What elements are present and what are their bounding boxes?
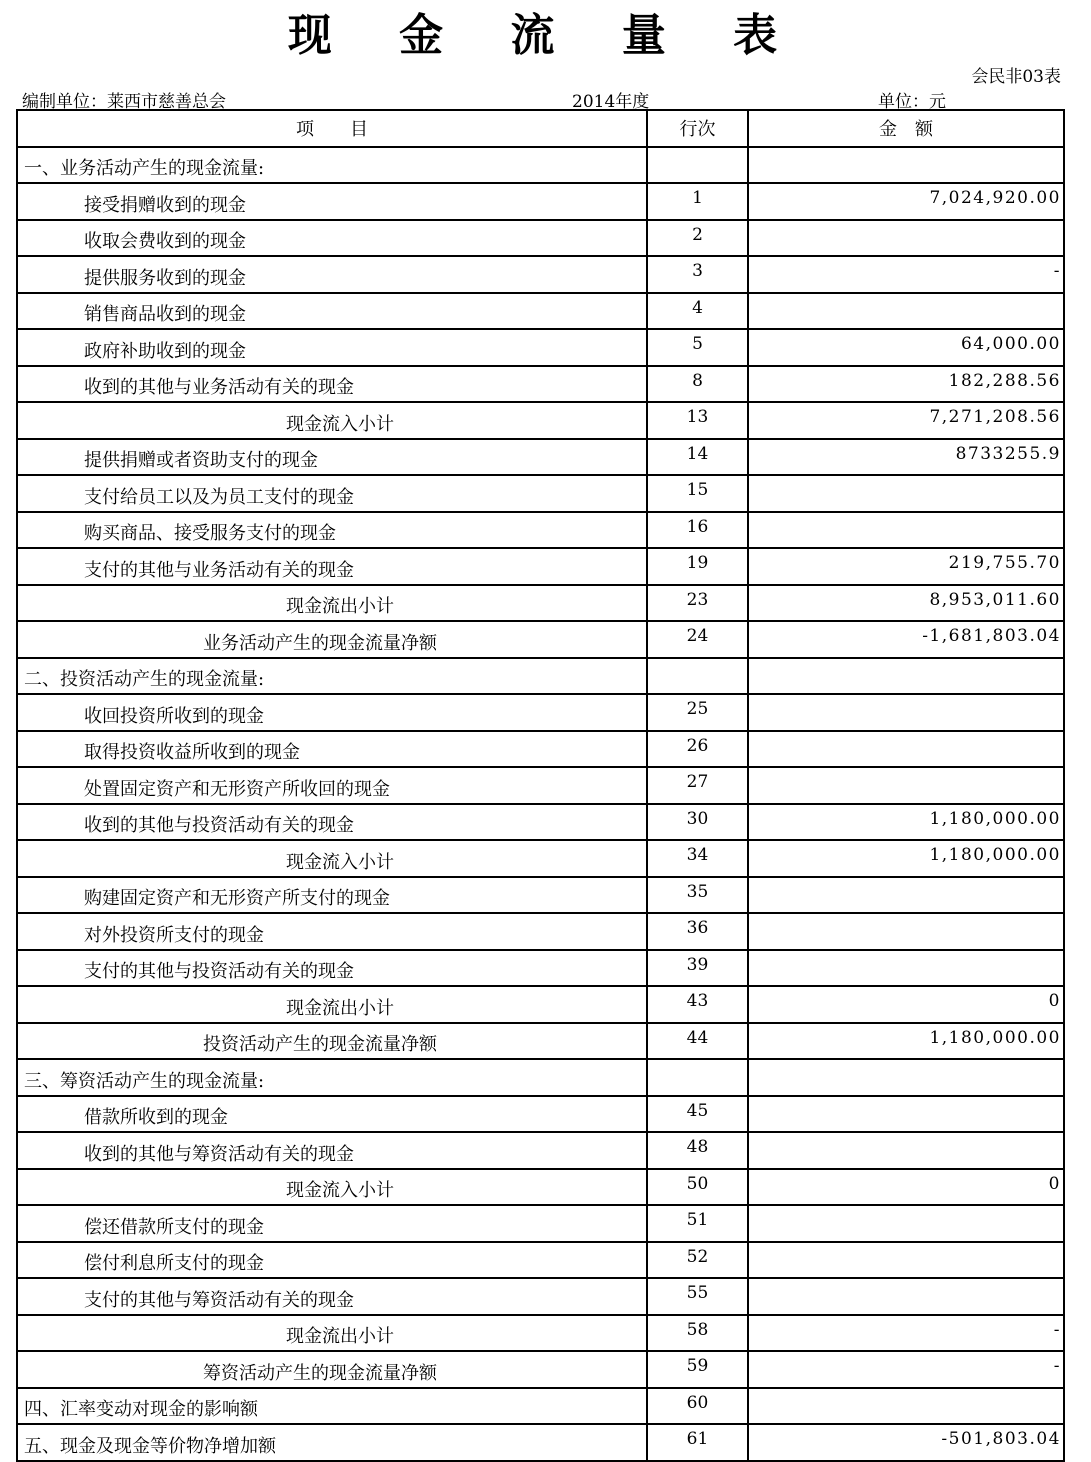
row-line-number: 5 — [647, 329, 748, 366]
row-line-number: 45 — [647, 1096, 748, 1133]
row-line-number: 19 — [647, 548, 748, 585]
table-row — [17, 694, 1064, 731]
row-item: 购建固定资产和无形资产所支付的现金 — [17, 877, 647, 914]
table-row — [17, 877, 1064, 914]
row-amount: - — [748, 256, 1064, 293]
row-amount — [748, 475, 1064, 512]
row-item: 筹资活动产生的现金流量净额 — [17, 1351, 647, 1388]
row-line-number: 58 — [647, 1315, 748, 1352]
header-amount: 金 额 — [748, 110, 1064, 147]
row-line-number: 35 — [647, 877, 748, 914]
row-amount — [748, 694, 1064, 731]
row-amount: 182,288.56 — [748, 366, 1064, 403]
row-amount: 8,953,011.60 — [748, 585, 1064, 622]
row-item: 收取会费收到的现金 — [17, 220, 647, 257]
row-item: 一、业务活动产生的现金流量: — [17, 147, 647, 184]
row-amount — [748, 1132, 1064, 1169]
table-row — [17, 475, 1064, 512]
row-amount — [748, 1388, 1064, 1425]
row-amount: 1,180,000.00 — [748, 840, 1064, 877]
table-row — [17, 220, 1064, 257]
row-amount — [748, 1278, 1064, 1315]
row-item: 业务活动产生的现金流量净额 — [17, 621, 647, 658]
row-line-number: 52 — [647, 1242, 748, 1279]
row-amount: 219,755.70 — [748, 548, 1064, 585]
row-item: 投资活动产生的现金流量净额 — [17, 1023, 647, 1060]
row-amount — [748, 1242, 1064, 1279]
cash-flow-table-body — [17, 110, 1064, 1461]
row-line-number: 26 — [647, 731, 748, 768]
row-item: 收回投资所收到的现金 — [17, 694, 647, 731]
row-amount — [748, 913, 1064, 950]
table-row — [17, 950, 1064, 987]
row-amount — [748, 512, 1064, 549]
table-row — [17, 293, 1064, 330]
row-item: 二、投资活动产生的现金流量: — [17, 658, 647, 695]
row-amount — [748, 1205, 1064, 1242]
table-row — [17, 439, 1064, 476]
row-line-number: 60 — [647, 1388, 748, 1425]
row-item: 五、现金及现金等价物净增加额 — [17, 1424, 647, 1461]
row-item: 收到的其他与筹资活动有关的现金 — [17, 1132, 647, 1169]
row-amount: -1,681,803.04 — [748, 621, 1064, 658]
row-line-number: 50 — [647, 1169, 748, 1206]
row-item: 现金流入小计 — [17, 1169, 647, 1206]
row-line-number: 43 — [647, 986, 748, 1023]
cash-flow-table — [16, 109, 1065, 1462]
row-item: 现金流入小计 — [17, 402, 647, 439]
row-amount: 0 — [748, 1169, 1064, 1206]
row-amount — [748, 658, 1064, 695]
table-row — [17, 1023, 1064, 1060]
row-line-number: 36 — [647, 913, 748, 950]
row-line-number: 13 — [647, 402, 748, 439]
row-item: 销售商品收到的现金 — [17, 293, 647, 330]
table-row — [17, 329, 1064, 366]
row-line-number: 61 — [647, 1424, 748, 1461]
table-row — [17, 147, 1064, 184]
row-item: 四、汇率变动对现金的影响额 — [17, 1388, 647, 1425]
row-item: 现金流出小计 — [17, 986, 647, 1023]
table-row — [17, 658, 1064, 695]
table-row — [17, 1315, 1064, 1352]
row-line-number — [647, 658, 748, 695]
row-amount: 7,271,208.56 — [748, 402, 1064, 439]
row-item: 提供捐赠或者资助支付的现金 — [17, 439, 647, 476]
row-line-number: 39 — [647, 950, 748, 987]
row-item: 三、筹资活动产生的现金流量: — [17, 1059, 647, 1096]
row-line-number — [647, 147, 748, 184]
table-row — [17, 585, 1064, 622]
table-row — [17, 1388, 1064, 1425]
table-row — [17, 986, 1064, 1023]
row-amount — [748, 767, 1064, 804]
row-line-number: 44 — [647, 1023, 748, 1060]
table-row — [17, 548, 1064, 585]
table-row — [17, 840, 1064, 877]
row-amount: - — [748, 1315, 1064, 1352]
row-amount — [748, 950, 1064, 987]
page-title: 现 金 流 量 表 — [287, 10, 804, 61]
row-line-number: 8 — [647, 366, 748, 403]
row-line-number: 15 — [647, 475, 748, 512]
row-amount: 7,024,920.00 — [748, 183, 1064, 220]
row-line-number: 30 — [647, 804, 748, 841]
table-row — [17, 1169, 1064, 1206]
row-item: 处置固定资产和无形资产所收回的现金 — [17, 767, 647, 804]
row-amount — [748, 220, 1064, 257]
preparing-organization: 编制单位：莱西市慈善总会 — [22, 92, 226, 112]
row-line-number: 48 — [647, 1132, 748, 1169]
row-amount — [748, 731, 1064, 768]
row-item: 支付的其他与业务活动有关的现金 — [17, 548, 647, 585]
row-item: 借款所收到的现金 — [17, 1096, 647, 1133]
table-row — [17, 804, 1064, 841]
row-line-number: 55 — [647, 1278, 748, 1315]
row-item: 接受捐赠收到的现金 — [17, 183, 647, 220]
table-row — [17, 621, 1064, 658]
row-line-number: 34 — [647, 840, 748, 877]
row-item: 现金流出小计 — [17, 585, 647, 622]
row-line-number: 51 — [647, 1205, 748, 1242]
report-year: 2014年度 — [572, 92, 650, 112]
row-amount: -501,803.04 — [748, 1424, 1064, 1461]
row-item: 收到的其他与业务活动有关的现金 — [17, 366, 647, 403]
form-code: 会民非03表 — [971, 67, 1061, 87]
row-line-number: 23 — [647, 585, 748, 622]
row-line-number: 14 — [647, 439, 748, 476]
row-item: 现金流出小计 — [17, 1315, 647, 1352]
table-row — [17, 183, 1064, 220]
row-line-number: 24 — [647, 621, 748, 658]
row-item: 现金流入小计 — [17, 840, 647, 877]
table-row — [17, 913, 1064, 950]
table-row — [17, 1278, 1064, 1315]
header-line-number: 行次 — [647, 110, 748, 147]
row-amount — [748, 1059, 1064, 1096]
table-row — [17, 767, 1064, 804]
table-row — [17, 1059, 1064, 1096]
row-item: 偿还借款所支付的现金 — [17, 1205, 647, 1242]
header-item: 项 目 — [17, 110, 647, 147]
row-amount — [748, 147, 1064, 184]
table-row — [17, 512, 1064, 549]
row-item: 取得投资收益所收到的现金 — [17, 731, 647, 768]
table-row — [17, 1424, 1064, 1461]
row-line-number: 1 — [647, 183, 748, 220]
row-item: 对外投资所支付的现金 — [17, 913, 647, 950]
row-amount: - — [748, 1351, 1064, 1388]
row-item: 支付的其他与筹资活动有关的现金 — [17, 1278, 647, 1315]
row-line-number: 59 — [647, 1351, 748, 1388]
row-amount — [748, 877, 1064, 914]
row-line-number: 2 — [647, 220, 748, 257]
row-line-number: 16 — [647, 512, 748, 549]
row-amount: 64,000.00 — [748, 329, 1064, 366]
table-row — [17, 402, 1064, 439]
row-line-number — [647, 1059, 748, 1096]
row-amount — [748, 1096, 1064, 1133]
row-amount: 1,180,000.00 — [748, 804, 1064, 841]
table-row — [17, 1132, 1064, 1169]
row-line-number: 25 — [647, 694, 748, 731]
row-line-number: 27 — [647, 767, 748, 804]
row-item: 支付的其他与投资活动有关的现金 — [17, 950, 647, 987]
table-row — [17, 1242, 1064, 1279]
row-amount: 8733255.9 — [748, 439, 1064, 476]
row-line-number: 4 — [647, 293, 748, 330]
row-item: 收到的其他与投资活动有关的现金 — [17, 804, 647, 841]
table-row — [17, 256, 1064, 293]
table-row — [17, 731, 1064, 768]
row-item: 偿付利息所支付的现金 — [17, 1242, 647, 1279]
row-item: 政府补助收到的现金 — [17, 329, 647, 366]
row-amount — [748, 293, 1064, 330]
row-amount: 0 — [748, 986, 1064, 1023]
row-line-number: 3 — [647, 256, 748, 293]
table-row — [17, 366, 1064, 403]
table-row — [17, 1205, 1064, 1242]
table-row — [17, 1351, 1064, 1388]
currency-unit: 单位：元 — [878, 92, 946, 112]
row-amount: 1,180,000.00 — [748, 1023, 1064, 1060]
row-item: 提供服务收到的现金 — [17, 256, 647, 293]
row-item: 支付给员工以及为员工支付的现金 — [17, 475, 647, 512]
table-row — [17, 1096, 1064, 1133]
table-header-row — [17, 110, 1064, 147]
row-item: 购买商品、接受服务支付的现金 — [17, 512, 647, 549]
